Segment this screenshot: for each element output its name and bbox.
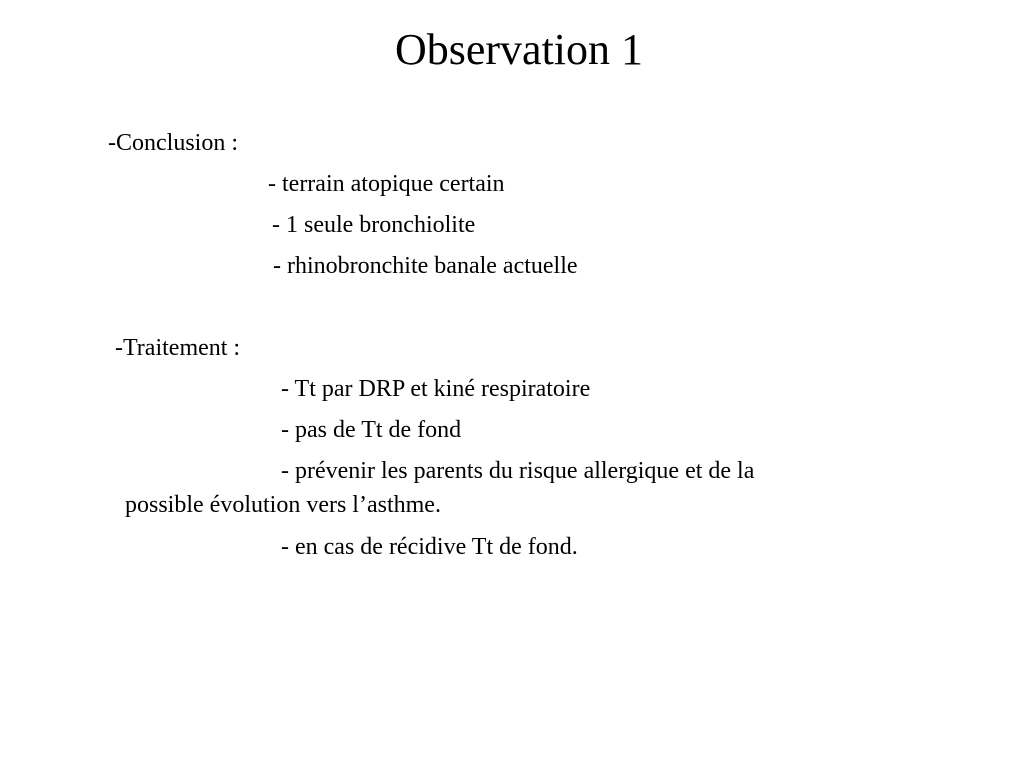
conclusion-heading: -Conclusion : xyxy=(108,130,238,156)
traitement-item: - en cas de récidive Tt de fond. xyxy=(281,534,578,560)
conclusion-item: - rhinobronchite banale actuelle xyxy=(273,253,578,279)
traitement-item: - Tt par DRP et kiné respiratoire xyxy=(281,376,591,402)
traitement-heading: -Traitement : xyxy=(115,335,241,361)
conclusion-item: - terrain atopique certain xyxy=(268,171,505,197)
traitement-item: - pas de Tt de fond xyxy=(281,417,462,443)
traitement-item-continuation: possible évolution vers l’asthme. xyxy=(125,492,441,518)
slide-title: Observation 1 xyxy=(394,25,644,74)
conclusion-item: - 1 seule bronchiolite xyxy=(272,212,476,238)
traitement-item: - prévenir les parents du risque allergique et de la xyxy=(281,458,755,484)
